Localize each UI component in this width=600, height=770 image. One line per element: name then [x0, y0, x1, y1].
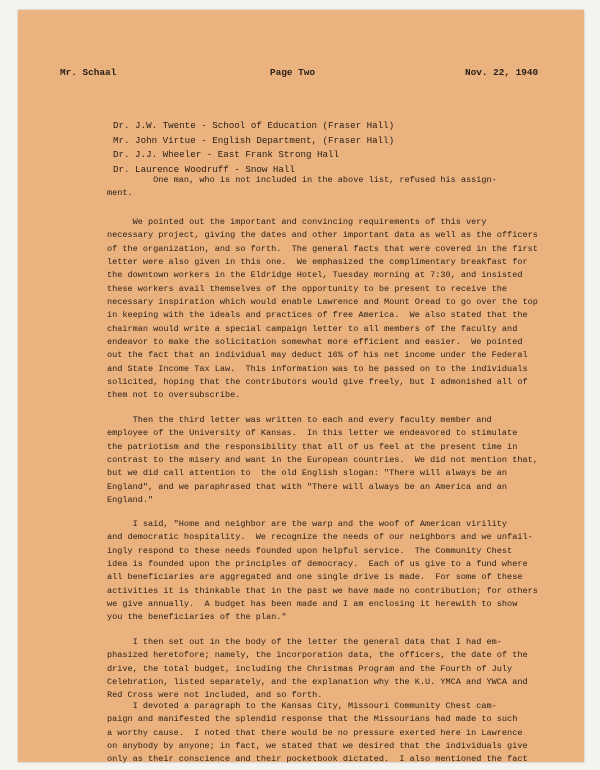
text-line: drive, the total budget, including the Christmas Program and the Fourth of July: [107, 663, 513, 674]
text-line: them not to oversubscribe.: [107, 390, 241, 401]
text-line: contrast to the misery and want in the European countries. We did not mention that,: [107, 455, 538, 466]
text-line: Celebration, listed separately, and the explanation why the K.U. YMCA and YWCA and: [107, 677, 528, 688]
text-line: Then the third letter was written to each and every faculty member and: [107, 415, 492, 425]
text-line: necessary inspiration which would enable Lawrence and Mount Oread to go over the top: [107, 297, 538, 308]
paragraph-refusal: [107, 174, 543, 201]
text-line: and democratic hospitality. We recognize the needs of our neighbors and we unfail-: [107, 532, 533, 543]
text-line: activities it is thinkable that in the past we have made no contribution; for others: [107, 585, 538, 596]
text-line: I then set out in the body of the letter the general data that I had em-: [107, 637, 502, 647]
text-line: but we did call attention to the old English slogan: "There will always be an: [107, 468, 508, 479]
text-line: I devoted a paragraph to the Kansas City, Missouri Community Chest cam-: [107, 701, 497, 711]
text-line: these workers avail themselves of the opportunity to be present to receive the: [107, 283, 508, 294]
text-line: chairman would write a special campaign letter to all members of the faculty and: [107, 323, 518, 334]
header-addressee: Mr. Schaal: [60, 67, 117, 78]
text-line: of the organization, and so forth. The general facts that were covered in the first: [107, 243, 538, 254]
recipient-list: [113, 119, 394, 177]
recipient-line: Dr. Laurence Woodruff - Snow Hall: [113, 163, 295, 175]
text-line: out the fact that an individual may deduct 16% of his net income under the Federal: [107, 350, 528, 361]
text-line: only as their conscience and their pocketbook dictated. I also mentioned the fact: [107, 754, 528, 765]
text-line: you the beneficiaries of the plan.": [107, 612, 287, 623]
header-page-number: Page Two: [270, 67, 316, 78]
text-line: a worthy cause. I noted that there would be no pressure exerted here in Lawrence: [107, 727, 523, 738]
paragraph-quotation: [107, 518, 543, 625]
paragraph-general-data: [107, 636, 543, 703]
text-line: One man, who is not included in the above list, refused his assign-: [107, 175, 497, 185]
text-line: endeavor to make the solicitation somewhat more efficient and easier. We pointed: [107, 337, 523, 348]
text-line: in keeping with the ideals and practices of free America. We also stated that the: [107, 310, 528, 321]
text-line: the patriotism and the responsibility that all of us feel at the present time in: [107, 441, 518, 452]
recipient-line: Mr. John Virtue - English Department, (Fraser Hall): [113, 134, 395, 146]
text-line: paign and manifested the splendid response that the Missourians had made to such: [107, 714, 518, 725]
text-line: England", and we paraphrased that with "There will always be an America and an: [107, 481, 508, 492]
paragraph-requirements: [107, 216, 543, 403]
text-line: and State Income Tax Law. This information was to be passed on to the individuals: [107, 363, 528, 374]
recipient-line: Dr. J.W. Twente - School of Education (Fraser Hall): [113, 120, 395, 131]
letter-page: [18, 10, 584, 765]
paragraph-kansas-city: [107, 700, 543, 767]
text-line: we give annually. A budget has been made and I am enclosing it herewith to show: [107, 599, 518, 610]
paragraph-third-letter: [107, 414, 543, 507]
text-line: I said, "Home and neighbor are the warp and the woof of American virility: [107, 519, 508, 529]
text-line: Red Cross were not included, and so forth.: [107, 690, 323, 701]
text-line: all beneficiaries are aggregated and one single drive is made. For some of these: [107, 572, 523, 583]
text-line: letter were also given in this one. We emphasized the complimentary breakfast for: [107, 257, 528, 268]
text-line: necessary project, giving the dates and other important data as well as the officers: [107, 230, 538, 241]
text-line: solicited, hoping that the contributors would give freely, but I admonished all of: [107, 377, 528, 388]
text-line: on anybody by anyone; in fact, we stated that we desired that the individuals give: [107, 741, 528, 752]
recipient-line: Dr. J.J. Wheeler - East Frank Strong Hall: [113, 149, 340, 161]
text-line: ingly respond to these needs founded upon helpful service. The Community Chest: [107, 545, 513, 556]
text-line: the downtown workers in the Eldridge Hotel, Tuesday morning at 7:30, and insisted: [107, 270, 523, 281]
header-date: Nov. 22, 1940: [465, 67, 539, 78]
text-line: phasized heretofore; namely, the incorporation data, the officers, the date of the: [107, 650, 528, 661]
text-line: ment.: [107, 188, 133, 199]
text-line: We pointed out the important and convincing requirements of this very: [107, 217, 487, 227]
text-line: idea is founded upon the principles of democracy. Each of us give to a fund where: [107, 559, 528, 570]
text-line: employee of the University of Kansas. In this letter we endeavored to stimulate: [107, 428, 518, 439]
text-line: England.": [107, 495, 154, 506]
